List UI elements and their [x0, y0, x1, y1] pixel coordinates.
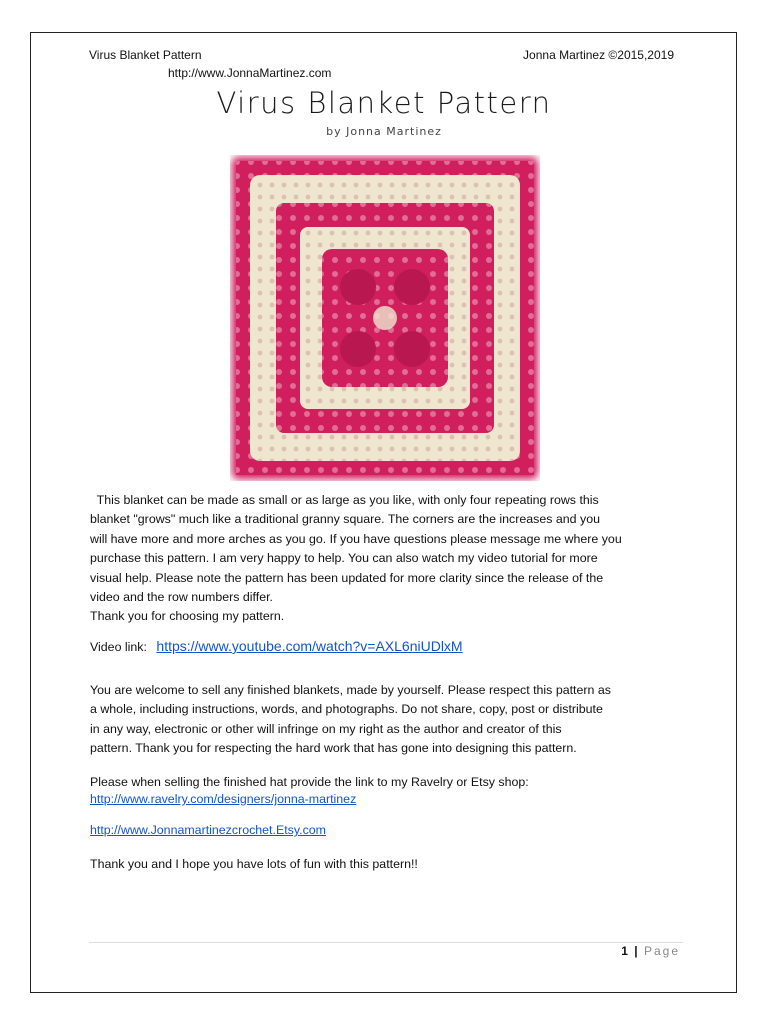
resale-line: pattern. Thank you for respecting the hard work that has gone into designing this pattern.	[90, 741, 577, 756]
ravelry-link[interactable]: http://www.ravelry.com/designers/jonna-martinez	[90, 792, 357, 806]
resale-line: You are welcome to sell any finished blankets, made by yourself. Please respect this pattern as	[90, 683, 611, 697]
footer-separator: |	[634, 944, 638, 958]
resale-paragraph	[90, 681, 690, 759]
intro-line: This blanket can be made as small or as large as you like, with only four repeating rows this	[90, 493, 599, 507]
video-link-label: Video link:	[90, 640, 147, 654]
closing-line: Thank you and I hope you have lots of fun with this pattern!!	[90, 857, 418, 871]
intro-line: will have more and more arches as you go. If you have questions please message me where you	[90, 531, 622, 546]
video-link-line	[90, 638, 463, 654]
intro-line: purchase this pattern. I am very happy to help. You can also watch my video tutorial for more	[90, 551, 598, 566]
video-link[interactable]: https://www.youtube.com/watch?v=AXL6niUDlxM	[156, 638, 463, 654]
intro-line: visual help. Please note the pattern has been updated for more clarity since the release of the	[90, 570, 604, 585]
blanket-photo	[230, 155, 540, 481]
header-credit: Jonna Martinez ©2015,2019	[523, 48, 674, 62]
page-number: 1	[621, 944, 628, 958]
resale-line: a whole, including instructions, words, and photographs. Do not share, copy, post or distribute	[90, 702, 603, 717]
etsy-link[interactable]: http://www.Jonnamartinezcrochet.Etsy.com	[90, 823, 326, 837]
document-title: Virus Blanket Pattern	[216, 86, 552, 120]
selling-text: Please when selling the finished hat provide the link to my Ravelry or Etsy shop:	[90, 775, 529, 789]
thank-you-line: Thank you for choosing my pattern.	[90, 609, 285, 624]
header-url: http://www.JonnaMartinez.com	[168, 66, 332, 80]
intro-paragraph	[90, 491, 690, 627]
intro-line: video and the row numbers differ.	[90, 590, 273, 605]
header-title: Virus Blanket Pattern	[89, 48, 202, 62]
page-footer	[621, 944, 680, 958]
resale-line: in any way, electronic or other will infringe on my right as the author and creator of this	[90, 721, 562, 736]
page-label: Page	[643, 944, 680, 958]
intro-line: blanket "grows" much like a traditional granny square. The corners are the increases and you	[90, 512, 600, 527]
footer-divider	[89, 942, 683, 943]
document-subtitle: by Jonna Martinez	[326, 125, 442, 138]
